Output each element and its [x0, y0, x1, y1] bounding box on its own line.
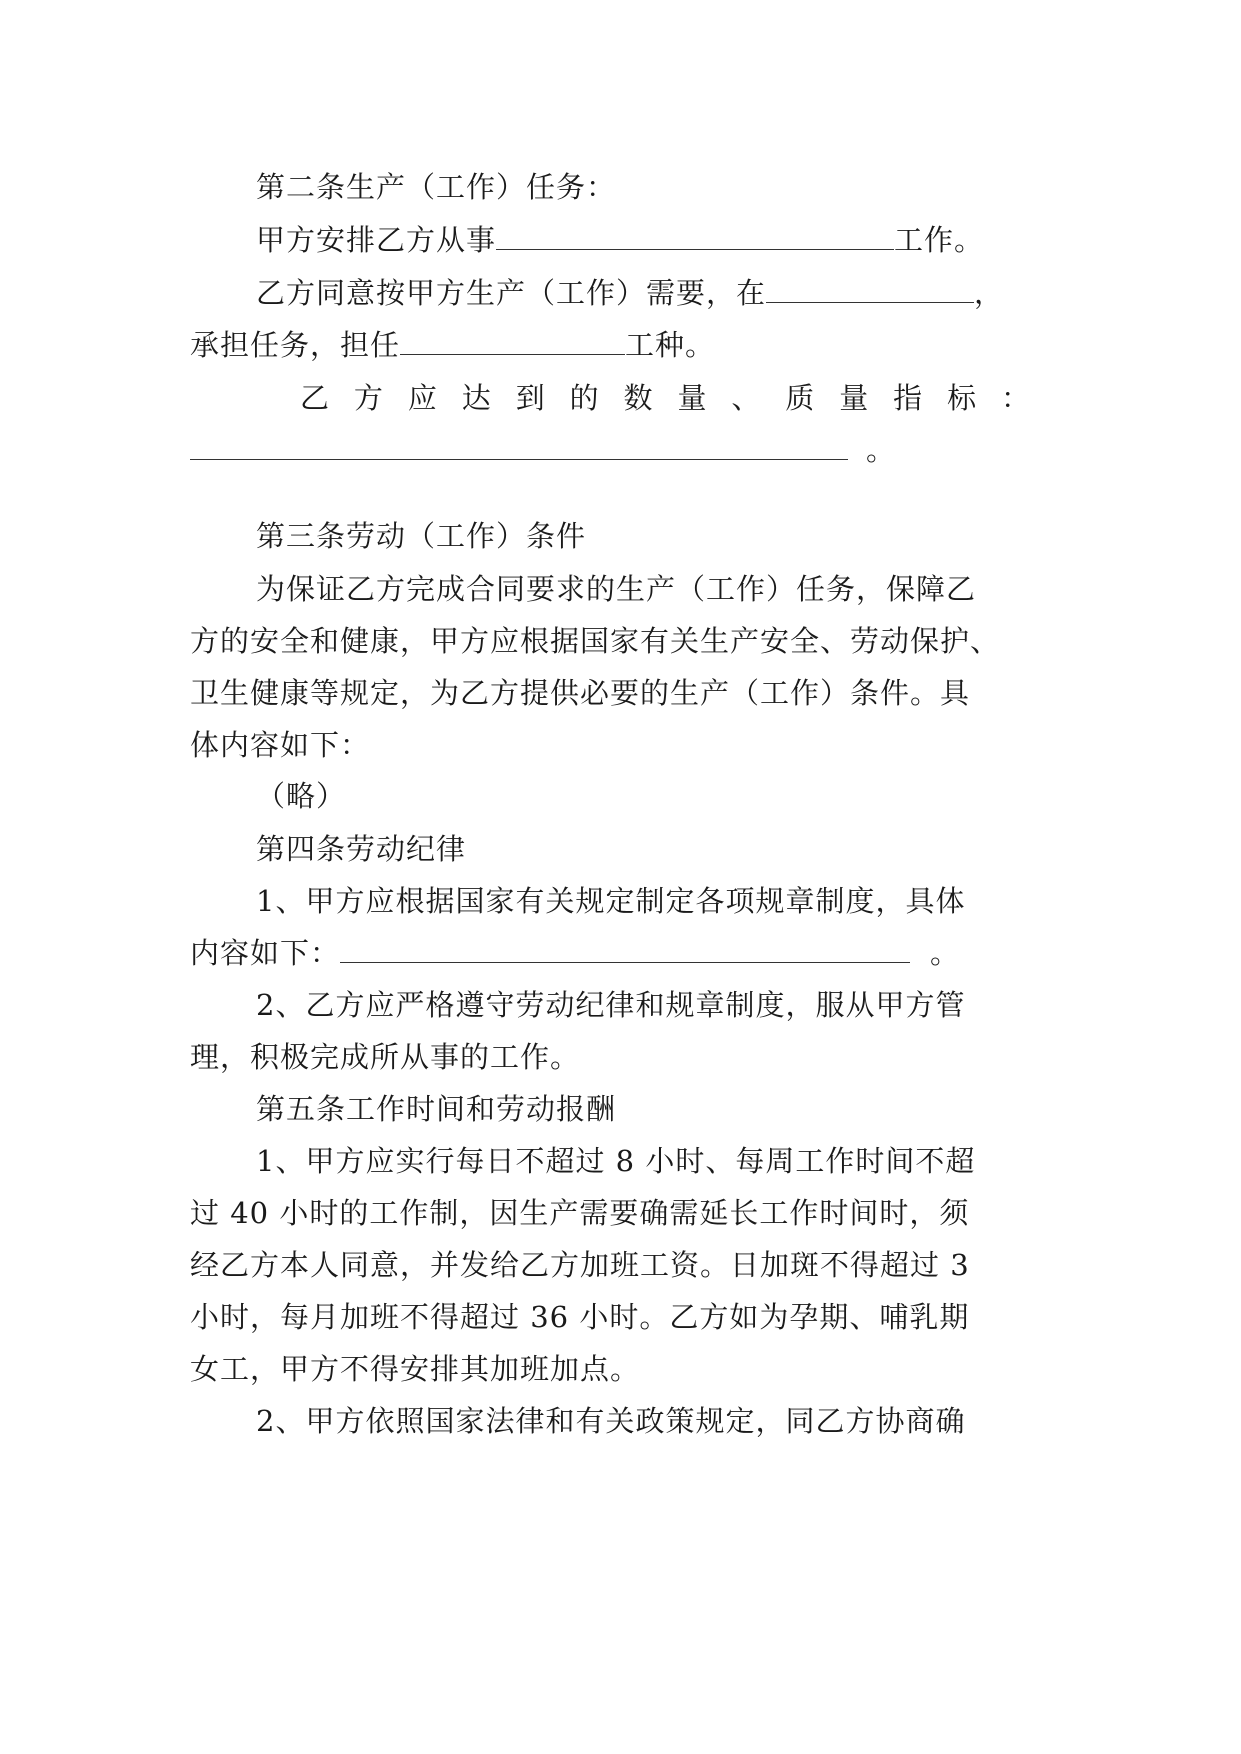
paragraph-line: 。 [190, 430, 896, 470]
blank-field [400, 328, 625, 355]
quality-indicator-line [300, 378, 1030, 418]
blank-field [766, 276, 974, 303]
spread-char: 量 [839, 381, 869, 415]
spread-char: 质 [785, 381, 815, 415]
paragraph-line: 理，积极完成所从事的工作。 [190, 1040, 581, 1074]
paragraph-line: 内容如下： 。 [190, 936, 961, 970]
article-4-heading: 第四条劳动纪律 [256, 832, 467, 866]
spread-char: 乙 [300, 381, 330, 415]
spread-char: 应 [407, 381, 437, 415]
paragraph-line: 为保证乙方完成合同要求的生产（工作）任务，保障乙 [256, 572, 977, 606]
spread-char: 的 [569, 381, 599, 415]
paragraph-line: 小时，每月加班不得超过 36 小时。乙方如为孕期、哺乳期 [190, 1300, 970, 1334]
paragraph-line: 1、甲方应根据国家有关规定制定各项规章制度，具体 [256, 884, 966, 918]
spread-char: 、 [731, 381, 761, 415]
spread-char: 达 [461, 381, 491, 415]
paragraph-line: 过 40 小时的工作制，因生产需要确需延长工作时间时，须 [190, 1196, 970, 1230]
paragraph-line: 体内容如下： [190, 728, 371, 762]
paragraph-line: 2、甲方依照国家法律和有关政策规定，同乙方协商确 [256, 1404, 966, 1438]
spread-char: 方 [353, 381, 383, 415]
paragraph-line: 方的安全和健康，甲方应根据国家有关生产安全、劳动保护、 [190, 624, 1001, 658]
spread-char: 标 [947, 381, 977, 415]
article-2-heading: 第二条生产（工作）任务： [256, 170, 617, 204]
paragraph-line: 乙方同意按甲方生产（工作）需要，在 ， [256, 276, 1005, 310]
paragraph-line: 经乙方本人同意，并发给乙方加班工资。日加斑不得超过 3 [190, 1248, 970, 1282]
article-5-heading: 第五条工作时间和劳动报酬 [256, 1092, 617, 1126]
article-3-heading: 第三条劳动（工作）条件 [256, 519, 587, 553]
paragraph-line: 卫生健康等规定，为乙方提供必要的生产（工作）条件。具 [190, 676, 971, 710]
paragraph-line: 1、甲方应实行每日不超过 8 小时、每周工作时间不超 [256, 1144, 976, 1178]
spread-char: 到 [515, 381, 545, 415]
spread-char: 指 [893, 381, 923, 415]
spread-char: 量 [677, 381, 707, 415]
paragraph-line: 2、乙方应严格遵守劳动纪律和规章制度，服从甲方管 [256, 988, 966, 1022]
paragraph-line: 女工，甲方不得安排其加班加点。 [190, 1352, 641, 1386]
paragraph-line: 承担任务，担任 工种。 [190, 328, 716, 362]
spread-char: 数 [623, 381, 653, 415]
spread-char: ： [1000, 381, 1030, 415]
paragraph-line: 甲方安排乙方从事 工作。 [256, 223, 985, 257]
blank-field [340, 936, 910, 963]
blank-field [190, 433, 848, 460]
omitted-note: （略） [256, 779, 347, 813]
blank-field [496, 223, 894, 250]
